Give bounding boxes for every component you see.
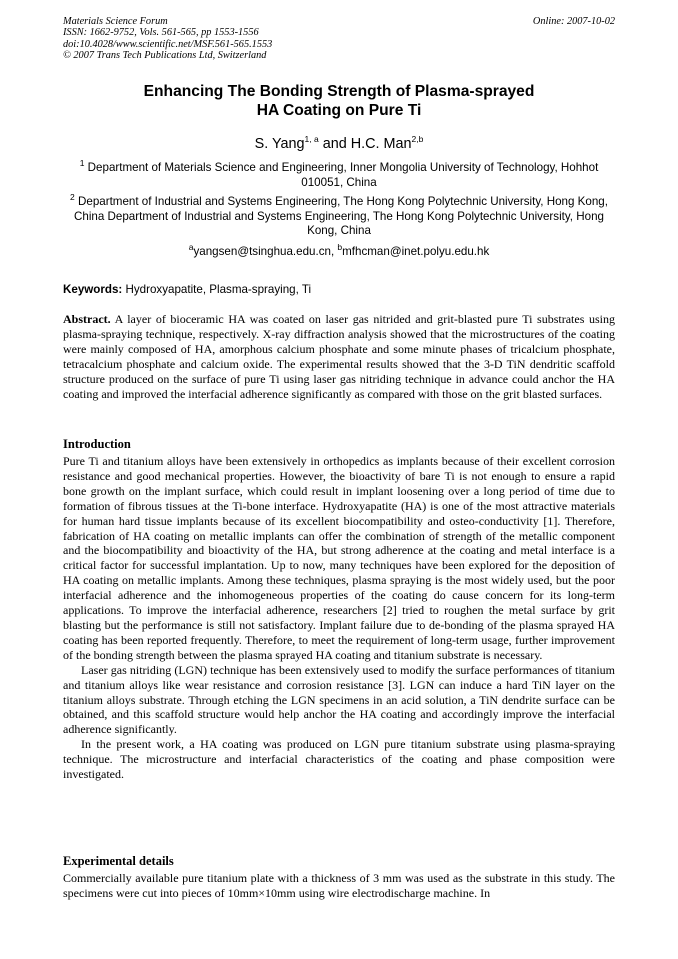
copyright-line: © 2007 Trans Tech Publications Ltd, Switzerland [63,50,267,62]
affiliation-2 [63,192,615,239]
journal-name: Materials Science Forum [63,16,168,27]
abstract [63,312,615,401]
affiliation-2-text: Department of Industrial and Systems Engineering, The Hong Kong Polytechnic University, Hong Kong, China Department of Industrial and Systems Engineering, The Hong Kong Polytechnic University, Hong Kong, China [74,195,608,238]
email-b-mark: b [337,242,343,253]
author-1-affiliation-mark: 1, a [304,134,319,145]
online-date: Online: 2007-10-02 [532,16,615,27]
abstract-label: Abstract. [63,312,111,326]
section-heading-introduction: Introduction [63,437,131,451]
experimental-body [63,871,615,901]
email-b[interactable]: mfhcman@inet.polyu.edu.hk [342,245,490,258]
email-a-mark: a [188,242,194,253]
author-2-affiliation-mark: 2,b [411,134,424,145]
title-line-1: Enhancing The Bonding Strength of Plasma-sprayed [143,83,535,100]
keywords-text: Hydroxyapatite, Plasma-spraying, Ti [122,283,312,296]
keywords [63,283,311,297]
author-emails [63,242,615,259]
journal-header [63,16,272,62]
doi-line: doi:10.4028/www.scientific.net/MSF.561-565.1553 [63,38,273,50]
email-a[interactable]: yangsen@tsinghua.edu.cn, [193,245,338,258]
introduction-body [63,454,615,782]
issn-line: ISSN: 1662-9752, Vols. 561-565, pp 1553-1556 [63,27,259,39]
experimental-paragraph-1: Commercially available pure titanium plate with a thickness of 3 mm was used as the substrate in this study. The specimens were cut into pieces of 10mm×10mm using wire electrodischarge machine. In [63,871,615,900]
author-1: S. Yang [254,136,305,152]
paper-title [63,82,615,120]
introduction-paragraph-3: In the present work, a HA coating was produced on LGN pure titanium substrate using plasma-spraying technique. The microstructure and interfacial characteristics of the coating and phase composition were investigated. [63,737,615,782]
introduction-paragraph-2: Laser gas nitriding (LGN) technique has been extensively used to modify the surface performances of titanium and titanium alloys like wear resistance and corrosion resistance [3]. LGN can induce a hard TiN layer on the titanium alloys substrate. Through etching the LGN specimens in an acid solution, a TiN dendrite surface can be obtained, and this scaffold structure would help anchor the HA coating and accordingly improve the interfacial adherence significantly. [63,662,615,737]
author-list [63,135,615,153]
section-heading-experimental: Experimental details [63,854,174,868]
affiliation-1-mark: 1 [79,158,85,169]
abstract-text: A layer of bioceramic HA was coated on laser gas nitrided and grit-blasted pure Ti substrates using plasma-spraying technique, respectively. X-ray diffraction analysis showed that the microstructures of the coating were mainly composed of HA, amorphous calcium phosphate and some minute phases of tricalcium phosphate, tetracalcium phosphate and calcium oxide. The experimental results showed that the 3-D TiN dendritic scaffold structure produced on the surface of pure Ti using laser gas nitriding technique in advance could anchor the HA coating and improved the interfacial adherence significantly as compared with those on the grit blasted surfaces. [63,312,615,401]
keywords-label: Keywords: [63,283,123,296]
introduction-paragraph-1: Pure Ti and titanium alloys have been extensively in orthopedics as implants because of their excellent corrosion resistance and good mechanical properties. However, the bioactivity of bare Ti is not enough to ensure a rapid bone growth on the implant surface, which could result in implant loosening over a long period of time due to formation of fibrous tissues at the Ti-bone interface. Hydroxyapatite (HA) is one of the most attractive materials for human hard tissue implants because of its excellent biocompatibility and osteo-conductivity [1]. Therefore, fabrication of HA coating on metallic implants can offer the combination of strength of the metallic component and the biocompatibility and bioactivity of the HA, but strong adherence at the coating and metal interface is a critical factor for successful implantation. Up to now, many techniques have been explored for the deposition of HA coating on metallic implants. Among these techniques, plasma spraying is the most widely used, but the poor interfacial adherence and the inhomogeneous properties of the coating do cause concern for its long-term applications. To improve the interfacial adherence, researchers [2] tried to roughen the metal surface by grit blasting but the performance is still not satisfactory. Implant failure due to de-bonding of the plasma sprayed HA coating has been reported frequently. Therefore, to meet the requirement of long-term usage, further improvement of the bonding strength between the plasma sprayed HA coating and titanium substrate is necessary. [63,454,615,662]
title-line-2: HA Coating on Pure Ti [256,102,422,119]
author-2: H.C. Man [350,136,412,152]
affiliation-1-text: Department of Materials Science and Engineering, Inner Mongolia University of Technology, Hohhot 010051, China [87,161,599,189]
affiliation-1 [63,158,615,190]
author-connector: and [318,136,351,152]
affiliation-2-mark: 2 [70,192,75,203]
